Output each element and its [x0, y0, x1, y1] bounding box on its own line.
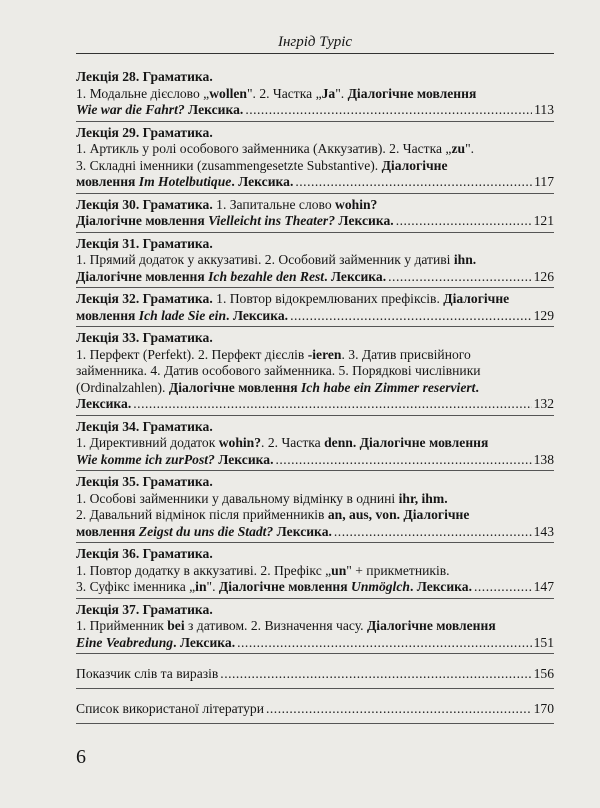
- lecture-title: Лекція 30. Граматика.: [76, 196, 213, 212]
- entry-text-line: 1. Директивний додаток wohin?. 2. Частка denn. Діалогічне мовлення: [76, 435, 489, 450]
- lecture-title: Лекція 32. Граматика.: [76, 291, 213, 306]
- page-ref: 129: [533, 307, 554, 323]
- entry-last-line: [76, 308, 554, 325]
- entry-text: мовлення Ich lade Sie ein. Лексика.: [76, 307, 289, 323]
- entry-text: 3. Суфікс іменника „in". Діалогічне мовлення Unmöglch. Лексика.: [76, 579, 472, 594]
- entry-last-line: [76, 579, 554, 596]
- dot-leader: [396, 213, 532, 230]
- entry-text-line: 3. Складні іменники (zusammengesetzte Substantive). Діалогічне: [76, 157, 448, 173]
- entry-text-line: займенника. 4. Датив особового займенника. 5. Порядкові числівники: [76, 363, 481, 378]
- entry-text: Діалогічне мовлення Ich bezahle den Rest. Лексика.: [76, 268, 387, 284]
- lecture-title: Лекція 29. Граматика.: [76, 124, 213, 140]
- entry-text-line: 1. Прямий додаток у аккузативі. 2. Особовий займенник у дативі ihn.: [76, 252, 477, 267]
- entry-text-line: (Ordinalzahlen). Діалогічне мовлення Ich habe ein Zimmer reserviert.: [76, 379, 479, 395]
- entry-title-line: [76, 236, 554, 253]
- entry-text: мовлення Zeigst du uns die Stadt? Лексика.: [76, 523, 332, 539]
- toc-entry: [76, 233, 554, 289]
- entry-title-line: [76, 125, 554, 142]
- lecture-title: Лекція 35. Граматика.: [76, 474, 213, 489]
- toc-entry: [76, 543, 554, 599]
- entry-text-line: 2. Давальний відмінок після прийменників an, aus, von. Діалогічне: [76, 507, 470, 522]
- page-ref: 132: [533, 396, 554, 411]
- page-ref: 170: [533, 701, 554, 716]
- entry-last-line: [76, 452, 554, 469]
- dot-leader: [266, 701, 532, 717]
- entry-title-line: [76, 291, 554, 308]
- dot-leader: [237, 635, 531, 652]
- page-ref: 138: [533, 451, 554, 467]
- entry-title-line: [76, 474, 554, 491]
- toc-entry: [76, 194, 554, 233]
- page-ref: 117: [534, 174, 554, 189]
- entry-text: мовлення Im Hotelbutique. Лексика.: [76, 174, 294, 189]
- lecture-title: Лекція 31. Граматика.: [76, 235, 213, 251]
- entry-last-line: [76, 102, 554, 119]
- entry-text-line: 1. Прийменник bei з дативом. 2. Визначення часу. Діалогічне мовлення: [76, 618, 496, 633]
- entry-title-line: [76, 197, 554, 214]
- index-entry: [76, 654, 554, 689]
- lecture-title: Лекція 34. Граматика.: [76, 418, 213, 434]
- dot-leader: [388, 269, 531, 286]
- toc-entry: [76, 122, 554, 194]
- entry-text-line: 1. Модальне дієслово „wollen". 2. Частка „Ja". Діалогічне мовлення: [76, 85, 477, 101]
- toc-entry: [76, 327, 554, 416]
- lecture-title: Лекція 33. Граматика.: [76, 330, 213, 345]
- toc-entry: [76, 288, 554, 327]
- page-ref: 121: [533, 213, 554, 228]
- dot-leader: [220, 666, 531, 682]
- entry-text-line: 1. Артикль у ролі особового займенника (Аккузатив). 2. Частка „zu".: [76, 141, 475, 156]
- dot-leader: [276, 452, 532, 469]
- page-number: 6: [76, 746, 86, 768]
- entry-text: Wie war die Fahrt? Лексика.: [76, 102, 244, 117]
- title-inline-text: 1. Запитальне слово wohin?: [212, 196, 378, 212]
- entry-text: Показчик слів та виразів: [76, 666, 219, 681]
- lecture-title: Лекція 36. Граматика.: [76, 546, 213, 561]
- entry-text-line: 1. Особові займенники у давальному відмінку в однині ihr, ihm.: [76, 490, 448, 506]
- entry-text-line: 1. Перфект (Perfekt). 2. Перфект дієслів -ieren. 3. Датив присвійного: [76, 346, 471, 362]
- page-ref: 126: [533, 268, 554, 284]
- entry-title-line: [76, 330, 554, 347]
- literature-entry: [76, 689, 554, 724]
- toc-entry: [76, 416, 554, 472]
- page-ref: 147: [533, 579, 554, 594]
- entry-title-line: [76, 546, 554, 563]
- entry-last-line: [76, 524, 554, 541]
- entry-last-line: [76, 174, 554, 191]
- entry-title-line: [76, 602, 554, 619]
- lecture-title: Лекція 28. Граматика.: [76, 69, 213, 84]
- entry-title-line: [76, 69, 554, 86]
- dot-leader: [334, 524, 532, 541]
- page-ref: 156: [533, 666, 554, 681]
- dot-leader: [133, 396, 531, 413]
- entry-text: Лексика.: [76, 396, 132, 411]
- page-ref: 113: [534, 102, 554, 117]
- entry-last-line: [76, 396, 554, 413]
- dot-leader: [474, 579, 532, 596]
- entry-last-line: [76, 269, 554, 286]
- entry-title-line: [76, 419, 554, 436]
- entry-last-line: [76, 635, 554, 652]
- table-of-contents: [76, 66, 554, 724]
- entry-last-line: [76, 213, 554, 230]
- running-header: Інгрід Туріс: [76, 34, 554, 54]
- entry-text: Список використаної літератури: [76, 701, 264, 716]
- dot-leader: [290, 308, 532, 325]
- entry-text: Діалогічне мовлення Vielleicht ins Theater? Лексика.: [76, 213, 394, 228]
- toc-entry: [76, 66, 554, 122]
- entry-text: Wie komme ich zurPost? Лексика.: [76, 451, 274, 467]
- title-inline-text: 1. Повтор відокремлюваних префіксів. Діалогічне: [212, 291, 510, 306]
- dot-leader: [295, 174, 532, 191]
- dot-leader: [245, 102, 532, 119]
- toc-entry: [76, 599, 554, 655]
- toc-entry: [76, 471, 554, 543]
- entry-text-line: 1. Повтор додатку в аккузативі. 2. Префікс „un" + прикметників.: [76, 562, 450, 578]
- entry-text: Eine Veabredung. Лексика.: [76, 634, 236, 650]
- page-ref: 143: [533, 523, 554, 539]
- page-ref: 151: [533, 634, 554, 650]
- lecture-title: Лекція 37. Граматика.: [76, 601, 213, 617]
